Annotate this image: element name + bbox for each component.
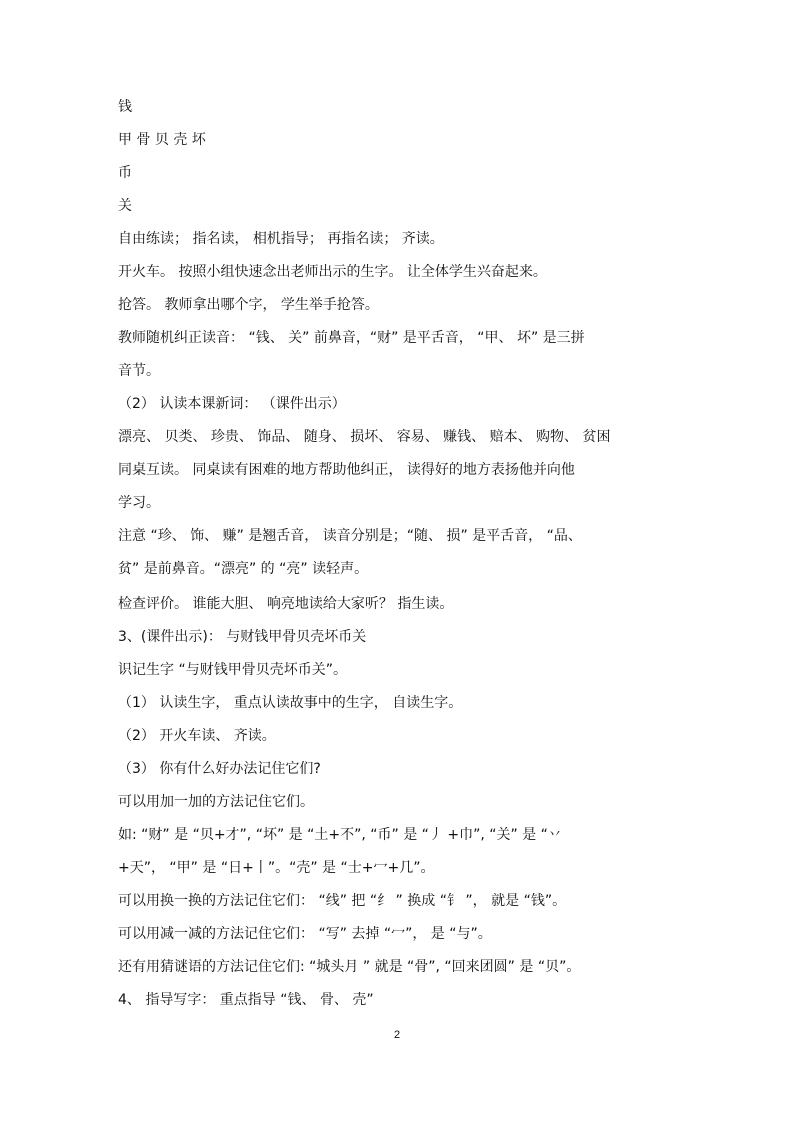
text-line: （3） 你有什么好办法记住它们? [118, 761, 321, 777]
text-line: 钱 [118, 99, 132, 115]
text-line: 同桌互读。 同桌读有困难的地方帮助他纠正， 读得好的地方表扬他并向他 [118, 462, 575, 478]
text-line: （1） 认读生字， 重点认读故事中的生字， 自读生字。 [118, 695, 463, 711]
section-heading: 4、 指导写字： 重点指导 “钱、 骨、 壳” [118, 992, 374, 1008]
text-line: 注意 “珍、 饰、 赚” 是翘舌音， 读音分别是；“随、 损” 是平舌音， “品、 [118, 528, 582, 544]
text-line: （2） 开火车读、 齐读。 [118, 728, 276, 744]
text-line: 抢答。 教师拿出哪个字， 学生举手抢答。 [118, 297, 379, 313]
text-line: 币 [118, 165, 132, 181]
text-line: 如: “财” 是 “贝+才”, “坏” 是 “土+不”, “币” 是 “丿 +巾”, “关” 是 “丷 [118, 827, 562, 843]
text-line: 关 [118, 198, 132, 214]
text-line: 可以用换一换的方法记住它们： “线” 把 “纟 ” 换成 “钅 ”， 就是 “钱”。 [118, 893, 567, 909]
text-line: （2） 认读本课新词： （课件出示） [118, 396, 346, 412]
text-line: +天”， “甲” 是 “日+丨”。“壳” 是 “士+冖+几”。 [118, 860, 435, 876]
text-line: 学习。 [118, 495, 160, 511]
text-line: 开火车。 按照小组快速念出老师出示的生字。 让全体学生兴奋起来。 [118, 264, 547, 280]
section-heading: 3、(课件出示)： 与财钱甲骨贝壳坏币关 [118, 629, 367, 645]
text-line: 检查评价。 谁能大胆、 响亮地读给大家听？ 指生读。 [118, 596, 454, 612]
text-line: 教师随机纠正读音： “钱、 关” 前鼻音，“财” 是平舌音， “甲、 坏” 是三拼 [118, 330, 585, 346]
text-line: 贫” 是前鼻音。“漂亮” 的 “亮” 读轻声。 [118, 561, 369, 577]
text-line: 可以用减一减的方法记住它们： “写” 去掉 “冖”， 是 “与”。 [118, 926, 492, 942]
text-line: 自由练读； 指名读， 相机指导； 再指名读； 齐读。 [118, 231, 444, 247]
text-line: 甲 骨 贝 壳 坏 [118, 132, 206, 148]
text-line: 还有用猜谜语的方法记住它们: “城头月 ” 就是 “骨”, “回来团圆” 是 “贝”。 [118, 959, 581, 975]
text-line: 可以用加一加的方法记住它们。 [118, 794, 314, 810]
page-number: 2 [393, 1029, 401, 1041]
text-line: 音节。 [118, 363, 160, 379]
text-line: 漂亮、 贝类、 珍贵、 饰品、 随身、 损坏、 容易、 赚钱、 赔本、 购物、 贫困 [118, 429, 611, 445]
text-line: 识记生字 “与财钱甲骨贝壳坏币关”。 [118, 662, 347, 678]
